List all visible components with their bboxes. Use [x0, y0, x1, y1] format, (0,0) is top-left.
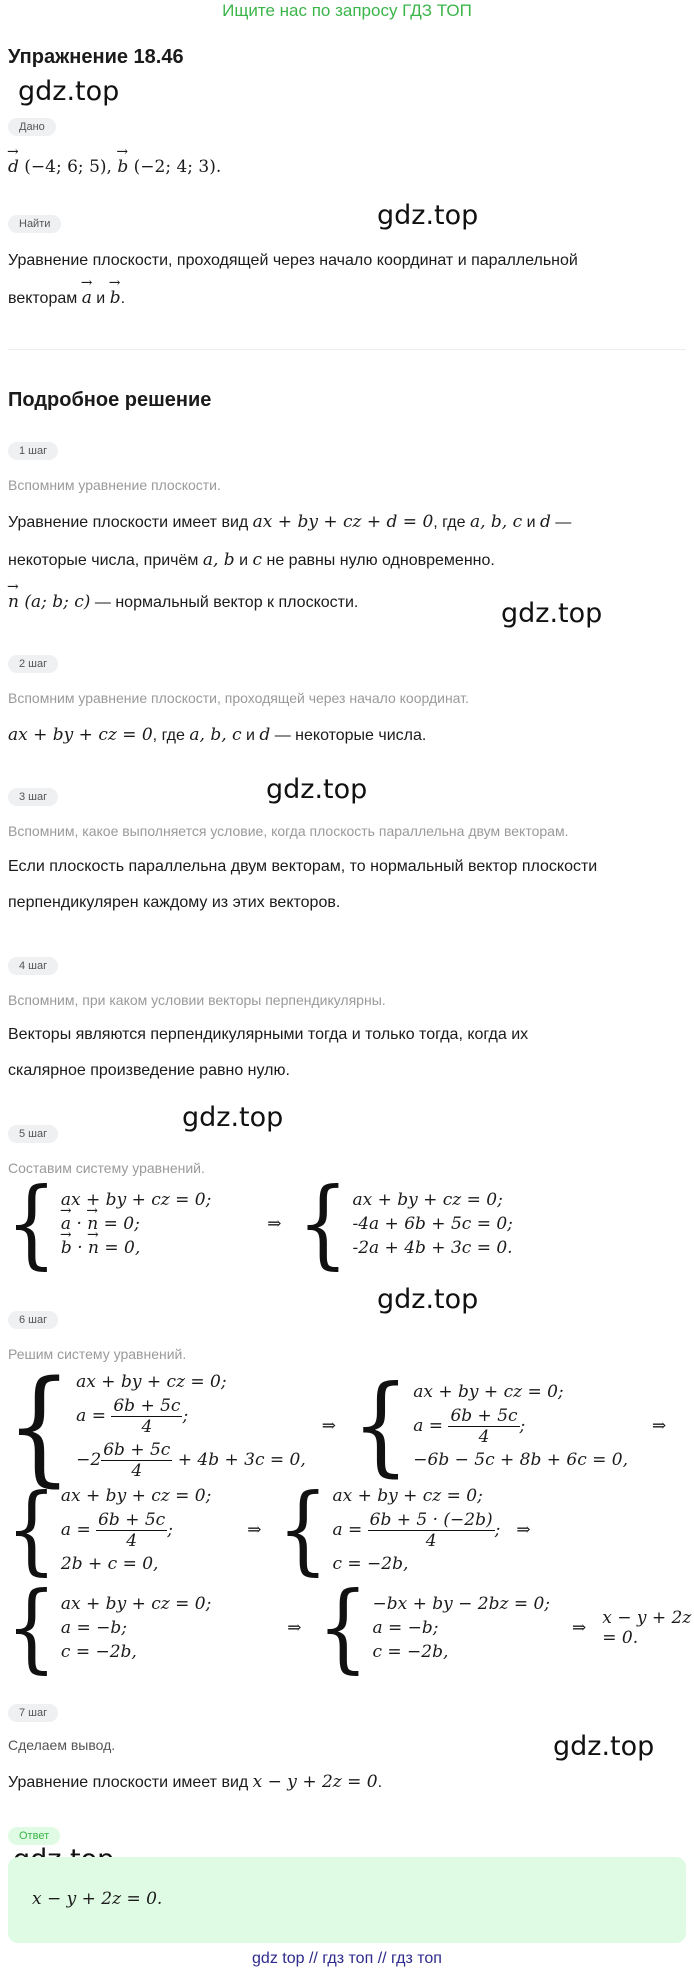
step-label: 7 шаг: [8, 1704, 58, 1722]
given-vectors: → d (−4; 6; 5), → b (−2; 4; 3).: [8, 157, 221, 177]
step-label: 1 шаг: [8, 442, 58, 460]
step1-line-2: некоторые числа, причём a, b и c не равны нулю одновременно.: [8, 550, 495, 570]
step-hint: Вспомним, при каком условии векторы перпендикулярны.: [8, 992, 386, 1008]
step-hint: Решим систему уравнений.: [8, 1346, 187, 1362]
divider: [8, 349, 686, 350]
find-label: Найти: [8, 215, 61, 233]
step3-line-2: перпендикулярен каждому из этих векторов.: [8, 894, 341, 911]
step-hint: Вспомним уравнение плоскости, проходящей через начало координат.: [8, 690, 469, 706]
given-label: Дано: [8, 118, 56, 136]
step-hint: Вспомним, какое выполняется условие, когда плоскость параллельна двум векторам.: [8, 823, 569, 839]
top-banner[interactable]: Ищите нас по запросу ГДЗ ТОП: [222, 1, 472, 20]
watermark: gdz.top: [266, 774, 368, 805]
footer-links[interactable]: gdz top // гдз топ // гдз топ: [252, 1950, 442, 1967]
step3-line-1: Если плоскость параллельна двум векторам, то нормальный вектор плоскости: [8, 858, 598, 875]
answer-label: Ответ: [8, 1827, 60, 1845]
step1-line-1: Уравнение плоскости имеет вид ax + by + cz + d = 0, где a, b, c и d —: [8, 512, 572, 532]
step7-line: Уравнение плоскости имеет вид x − y + 2z = 0.: [8, 1772, 383, 1792]
step-label: 2 шаг: [8, 655, 58, 673]
step-hint: Сделаем вывод.: [8, 1737, 116, 1753]
watermark: gdz.top: [501, 598, 603, 629]
step6-system-3: { ax + by + cz = 0; a = −b; c = −2b, ⇒ { −bx + by − 2bz = 0; a = −b; c = −2b, ⇒ x − y + 2z = 0.: [6, 1571, 692, 1684]
vector-b: → b: [117, 157, 128, 177]
step6-system-1: { ax + by + cz = 0; a = $\frac{6b + 5c}{4}$ ; −2 $\frac{6b + 5c}{4}$ + 4b + 3c = 0, ⇒ { ax + by + cz = 0; a = $\frac{6b + 5c}{4}$ ; −6b − 5c + 8b + 6c = 0, ⇒: [6, 1352, 667, 1500]
watermark: gdz.top: [182, 1102, 284, 1133]
step-label: 5 шаг: [8, 1125, 58, 1143]
step5-system: { ax + by + cz = 0; → a · → n = 0; → b · → n = 0, ⇒ { ax + by + cz = 0; -4a + 6b + 5c = 0; -2a + 4b + 3c = 0.: [6, 1184, 513, 1264]
answer-text: x − y + 2z = 0.: [32, 1889, 163, 1909]
watermark: gdz.top: [377, 200, 479, 231]
find-line-1: Уравнение плоскости, проходящей через начало координат и параллельной: [8, 252, 578, 269]
watermark: gdz.top: [18, 76, 120, 107]
step-label: 4 шаг: [8, 957, 58, 975]
vector-a: → d: [8, 157, 19, 177]
watermark: gdz.top: [553, 1731, 655, 1762]
step-label: 6 шаг: [8, 1311, 58, 1329]
step-hint: Составим систему уравнений.: [8, 1160, 205, 1176]
step4-line-1: Векторы являются перпендикулярными тогда и только тогда, когда их: [8, 1026, 529, 1043]
solution-title: Подробное решение: [8, 389, 212, 411]
find-line-2: векторам → a и → b.: [8, 288, 125, 308]
step2-line: ax + by + cz = 0, где a, b, c и d — некоторые числа.: [8, 725, 427, 745]
step1-line-3: → n (a; b; c) — нормальный вектор к плоскости.: [8, 592, 358, 612]
page-title: Упражнение 18.46: [8, 46, 184, 68]
step4-line-2: скалярное произведение равно нулю.: [8, 1062, 290, 1079]
watermark: gdz.top: [377, 1284, 479, 1315]
step6-system-2: { ax + by + cz = 0; a = $\frac{6b + 5c}{4}$ ; 2b + c = 0, ⇒ { ax + by + cz = 0; a = $\frac{6b + 5 \cdot (-2b)}{4}$ ; c = −2b, ⇒: [6, 1473, 531, 1586]
step-label: 3 шаг: [8, 788, 58, 806]
step-hint: Вспомним уравнение плоскости.: [8, 477, 221, 493]
